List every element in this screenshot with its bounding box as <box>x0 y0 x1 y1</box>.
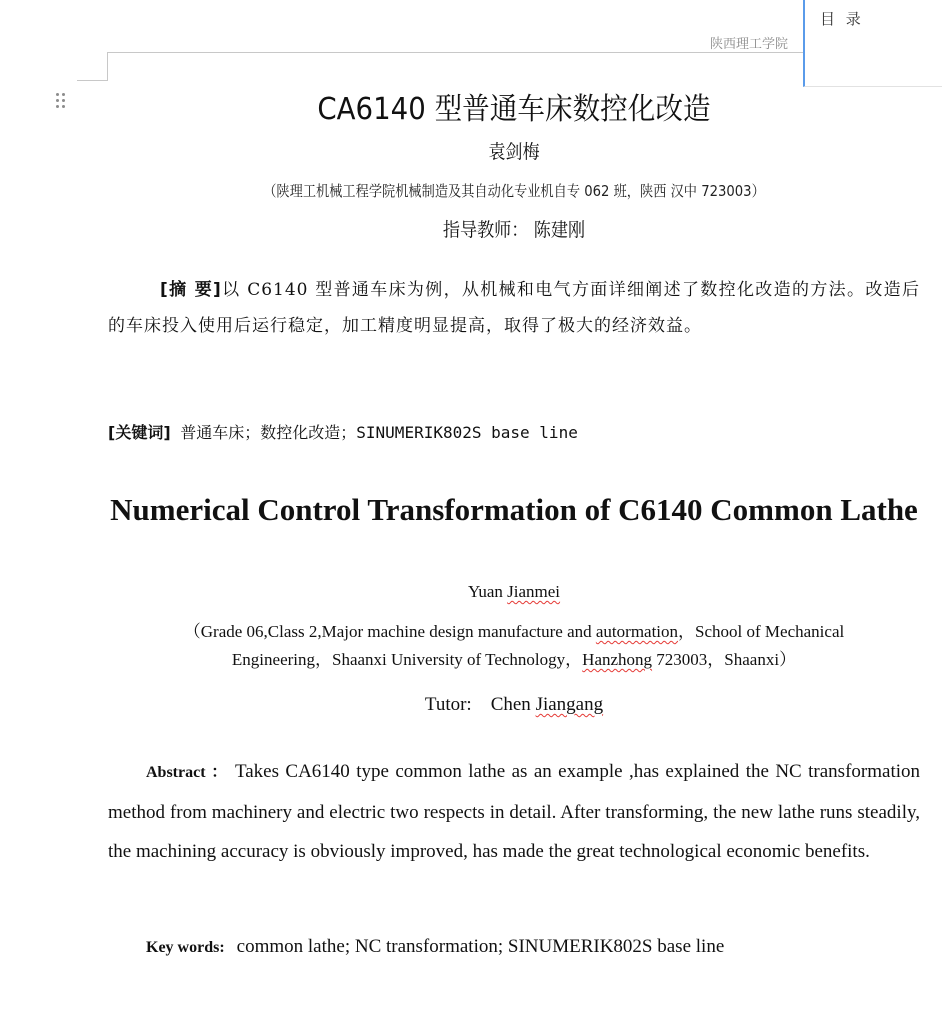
english-title: Numerical Control Transformation of C6140 Common Lathe <box>110 492 918 527</box>
english-author <box>108 582 920 602</box>
spellcheck-word[interactable]: Jianmei <box>507 582 561 601</box>
chinese-keywords-text: 普通车床；数控化改造；SINUMERIK802S base line <box>170 423 578 442</box>
english-tutor-label: Tutor: Chen <box>424 694 536 715</box>
affiliation-text: 723003，Shaanxi） <box>652 650 797 669</box>
english-abstract-text: Takes CA6140 type common lathe as an example ,has explained the NC transformation method from machinery and electric two respects in detail. After transforming, the new lathe runs steadily, the machining accuracy is obviously improved, has made the great technological economic benefits. <box>108 761 920 862</box>
english-abstract-label: Abstract ： <box>146 764 229 781</box>
toc-panel[interactable] <box>803 0 942 87</box>
margin-corner-mark-horizontal <box>77 80 108 81</box>
chinese-author: 袁剑梅 <box>488 141 540 163</box>
toc-title[interactable]: 目 录 <box>820 10 864 28</box>
english-abstract <box>108 752 920 872</box>
header-rule <box>108 52 808 53</box>
chinese-abstract-label: [摘 要] <box>160 280 222 300</box>
running-head: 陕西理工学院 <box>710 37 789 52</box>
chinese-abstract <box>108 272 920 344</box>
chinese-abstract-text: 以 C6140 型普通车床为例，从机械和电气方面详细阐述了数控化改造的方法。改造后的车床投入使用后运行稳定，加工精度明显提高，取得了极大的经济效益。 <box>108 280 920 336</box>
drag-handle-icon[interactable] <box>56 93 68 111</box>
english-author-first: Yuan <box>467 582 508 601</box>
chinese-affiliation: （陕理工机械工程学院机械制造及其自动化专业机自专 062 班，陕西 汉中 723003） <box>263 182 765 200</box>
affiliation-text: （Grade 06,Class 2,Major machine design manufacture and <box>183 622 596 641</box>
chinese-tutor: 指导教师： 陈建刚 <box>442 219 586 241</box>
spellcheck-word[interactable]: Hanzhong <box>582 650 653 669</box>
english-keywords-label: Key words: <box>146 939 225 956</box>
english-keywords-text: common lathe; NC transformation; SINUMERIK802S base line <box>236 936 725 957</box>
chinese-keywords-label: [关键词] <box>108 423 171 442</box>
chinese-keywords <box>108 420 578 443</box>
chinese-title: CA6140 型普通车床数控化改造 <box>317 92 711 127</box>
spellcheck-word[interactable]: Jiangang <box>535 694 604 715</box>
english-keywords <box>146 936 724 958</box>
english-tutor <box>108 694 920 716</box>
margin-corner-mark <box>107 52 108 80</box>
english-affiliation <box>108 618 920 674</box>
affiliation-text: ，School of Mechanical Engineering，Shaanxi University of Technology， <box>231 622 845 669</box>
spellcheck-word[interactable]: autormation <box>595 622 679 641</box>
